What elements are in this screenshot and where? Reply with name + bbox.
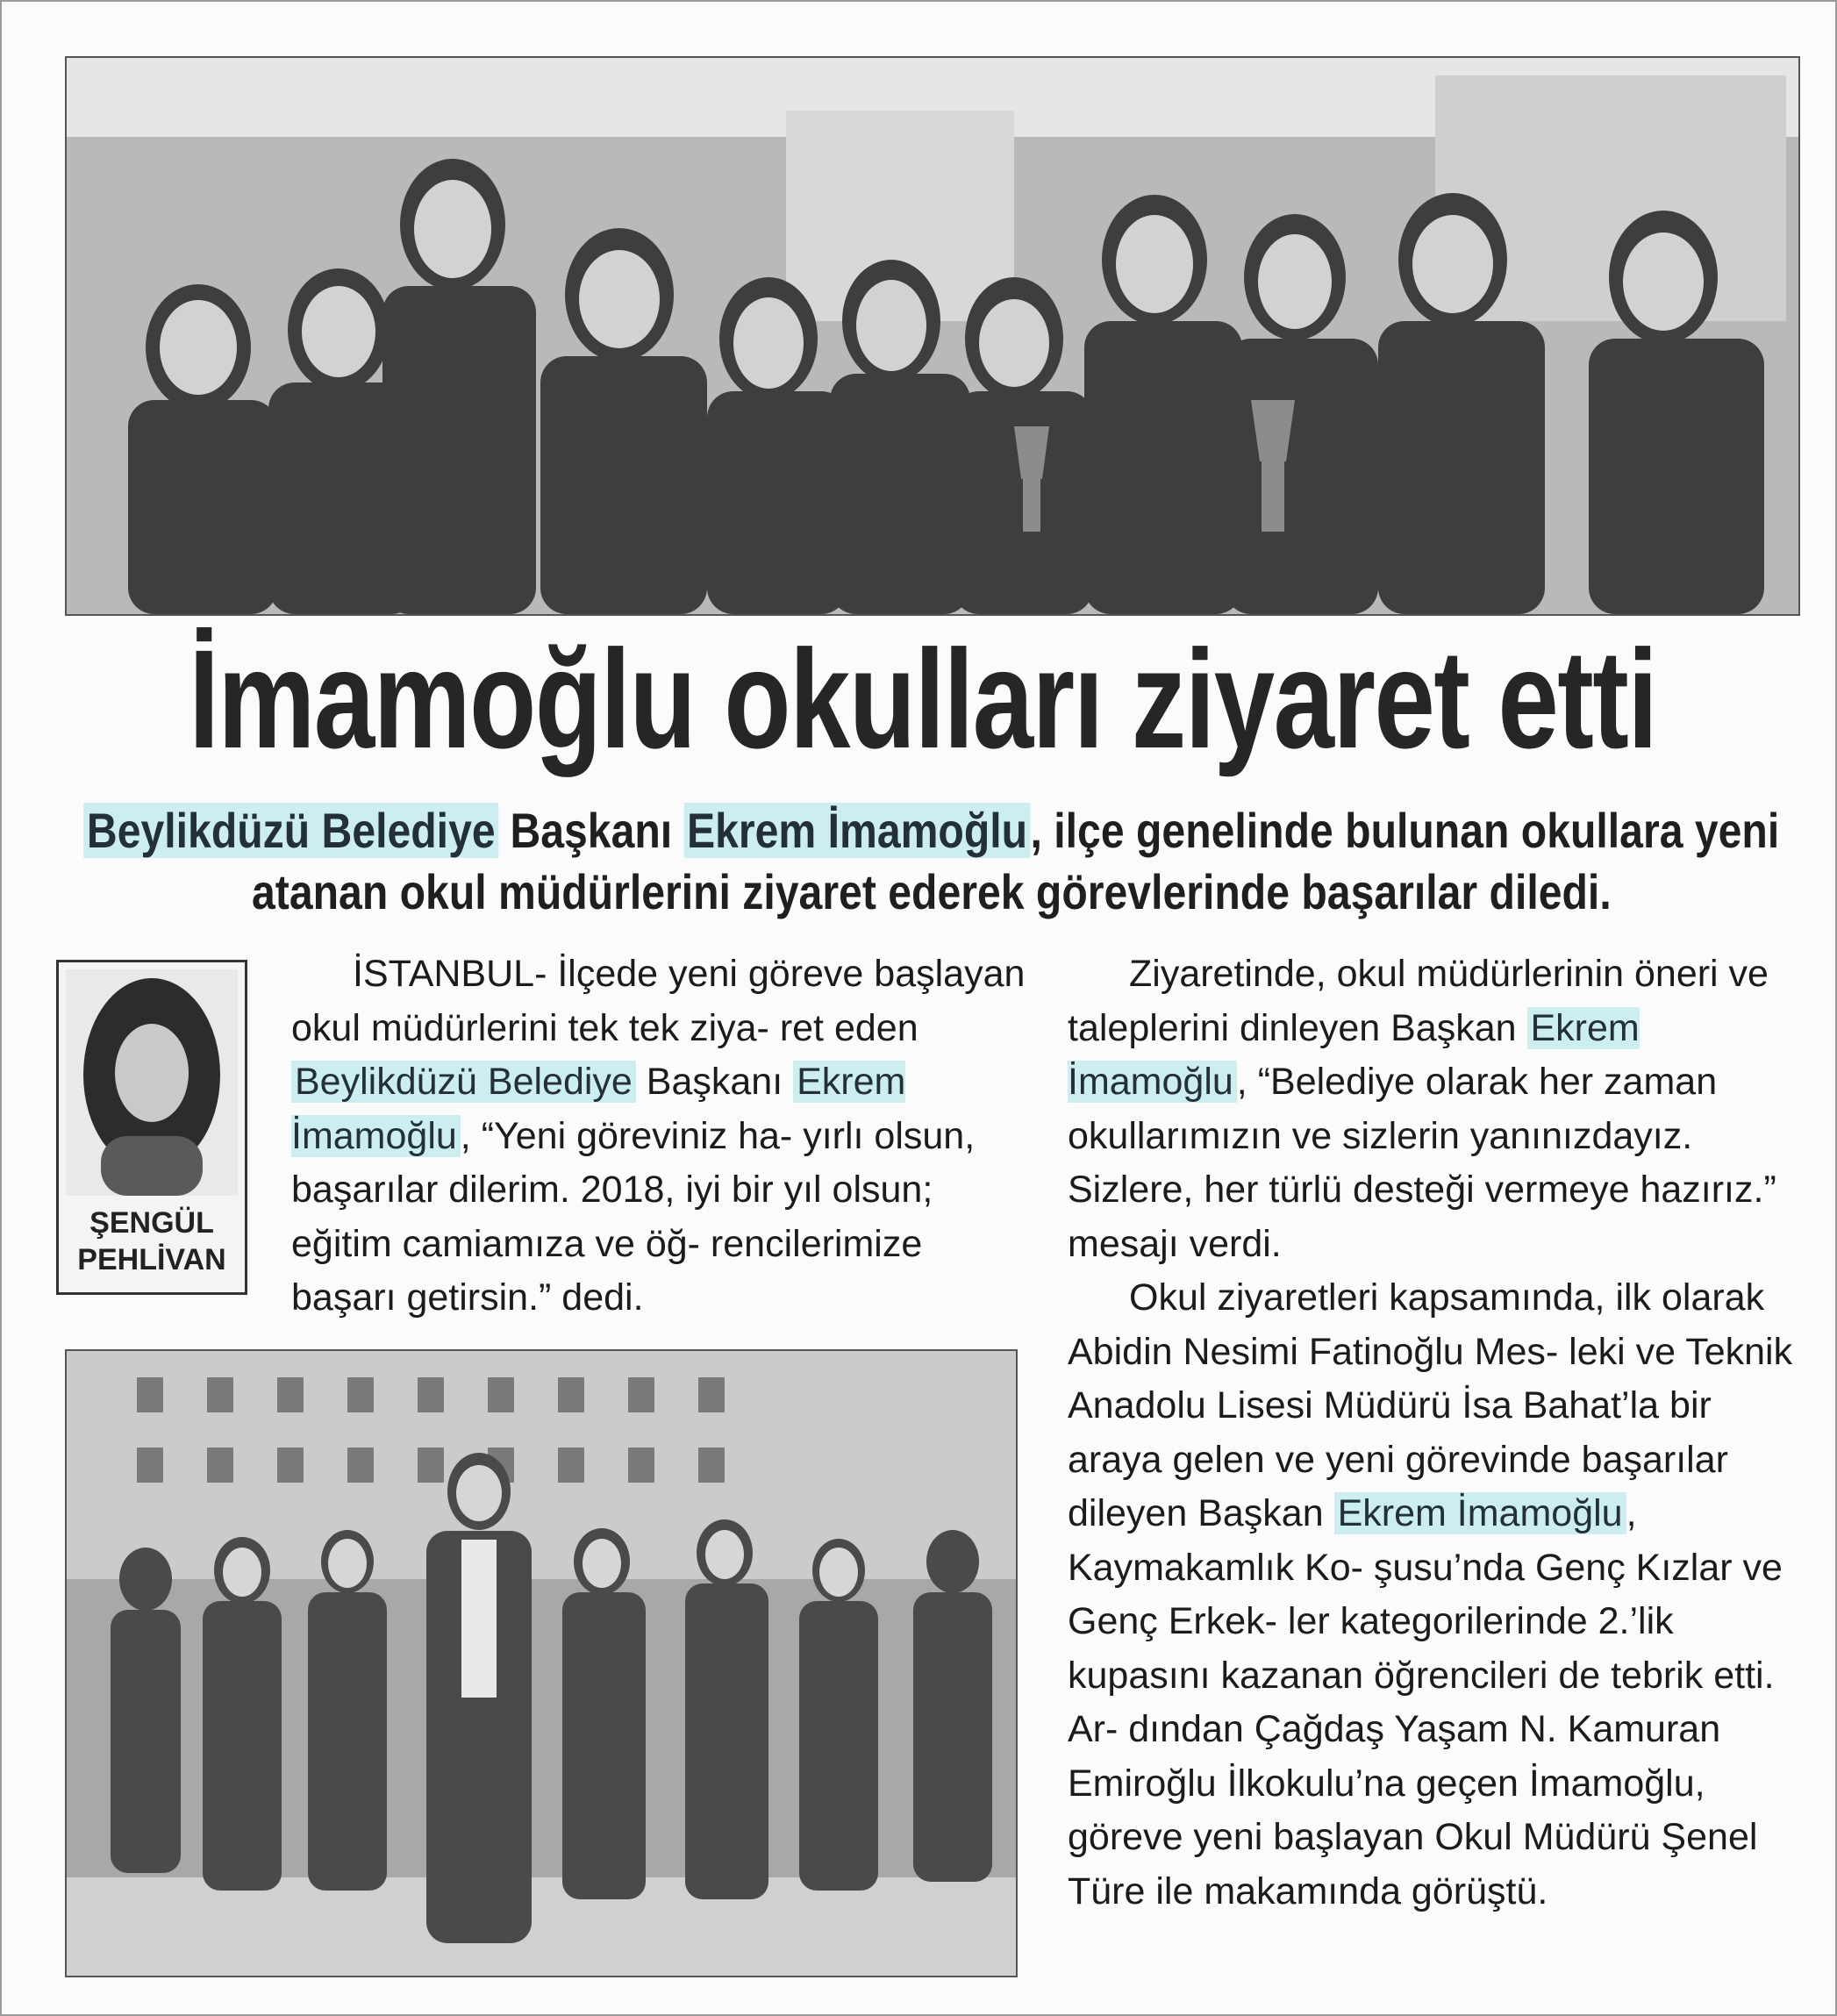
author-portrait-illustration <box>66 969 238 1196</box>
paragraph <box>1068 1271 1805 1919</box>
paragraph <box>291 947 1028 1326</box>
col2-text-4: , Kaymakamlık Ko- şusu’nda Genç Kızlar ve Genç Erkek- ler kategorilerinde 2.’lik kupasını kazanan öğrencileri de tebrik etti. Ar- dından Çağdaş Yaşam N. Kamuran Emiroğlu İlkokulu’na geçen İmamoğlu, göreve yeni başlayan Okul Müdürü Şenel Türe ile makamında görüştü. <box>1068 1492 1783 1912</box>
schoolyard-photo-illustration <box>67 1351 1016 1976</box>
author-name <box>59 1205 245 1278</box>
col1-text-1: İSTANBUL- İlçede yeni göreve başlayan okul müdürlerini tek tek ziya- ret eden <box>291 953 1026 1049</box>
headline: İmamoğlu okulları ziyaret etti <box>189 620 1657 777</box>
author-first-name: ŞENGÜL <box>89 1206 214 1240</box>
group-photo-illustration <box>67 58 1798 614</box>
author-last-name: PEHLİVAN <box>77 1243 226 1276</box>
deck-highlight-municipality: Beylikdüzü Belediye <box>83 803 498 858</box>
col2-highlight-mayor: Ekrem İmamoğlu <box>1068 1006 1640 1103</box>
group-photo <box>65 56 1800 616</box>
col2-highlight-mayor-2: Ekrem İmamoğlu <box>1334 1492 1626 1534</box>
subheadline <box>63 800 1800 923</box>
author-portrait <box>66 969 238 1196</box>
deck-text-rest: , ilçe genelinde bulunan okullara yeni atanan okul müdürlerini ziyaret ederek görevlerinde başarılar diledi. <box>252 803 1780 919</box>
col2-text-1: Ziyaretinde, okul müdürlerinin öneri ve taleplerini dinleyen Başkan <box>1068 953 1769 1049</box>
col1-text-2: Başkanı <box>635 1061 794 1103</box>
author-box <box>56 960 247 1295</box>
col1-text-3: , “Yeni göreviniz ha- yırlı olsun, başarılar dilerim. 2018, iyi bir yıl olsun; eğitim camiamıza ve öğ- rencilerimize başarı getirsin.” dedi. <box>291 1114 976 1319</box>
deck-text: Başkanı <box>498 803 684 858</box>
deck-highlight-mayor: Ekrem İmamoğlu <box>684 803 1031 858</box>
col2-text-3: Okul ziyaretleri kapsamında, ilk olarak Abidin Nesimi Fatinoğlu Mes- leki ve Teknik Anadolu Lisesi Müdürü İsa Bahat’la bir araya gelen ve yeni görevinde başarılar dileyen Başkan <box>1068 1276 1793 1534</box>
col1-highlight-mayor: Ekrem İmamoğlu <box>291 1061 906 1157</box>
article-column-2 <box>1068 947 1805 1919</box>
col1-highlight-municipality: Beylikdüzü Belediye <box>291 1061 636 1103</box>
schoolyard-photo <box>65 1349 1018 1977</box>
col2-text-2: , “Belediye olarak her zaman okullarımızın ve sizlerin yanınızdayız. Sizlere, her türlü desteği vermeye hazırız.” mesajı verdi. <box>1068 1061 1776 1265</box>
paragraph <box>1068 947 1805 1271</box>
article-column-1 <box>291 947 1028 1326</box>
